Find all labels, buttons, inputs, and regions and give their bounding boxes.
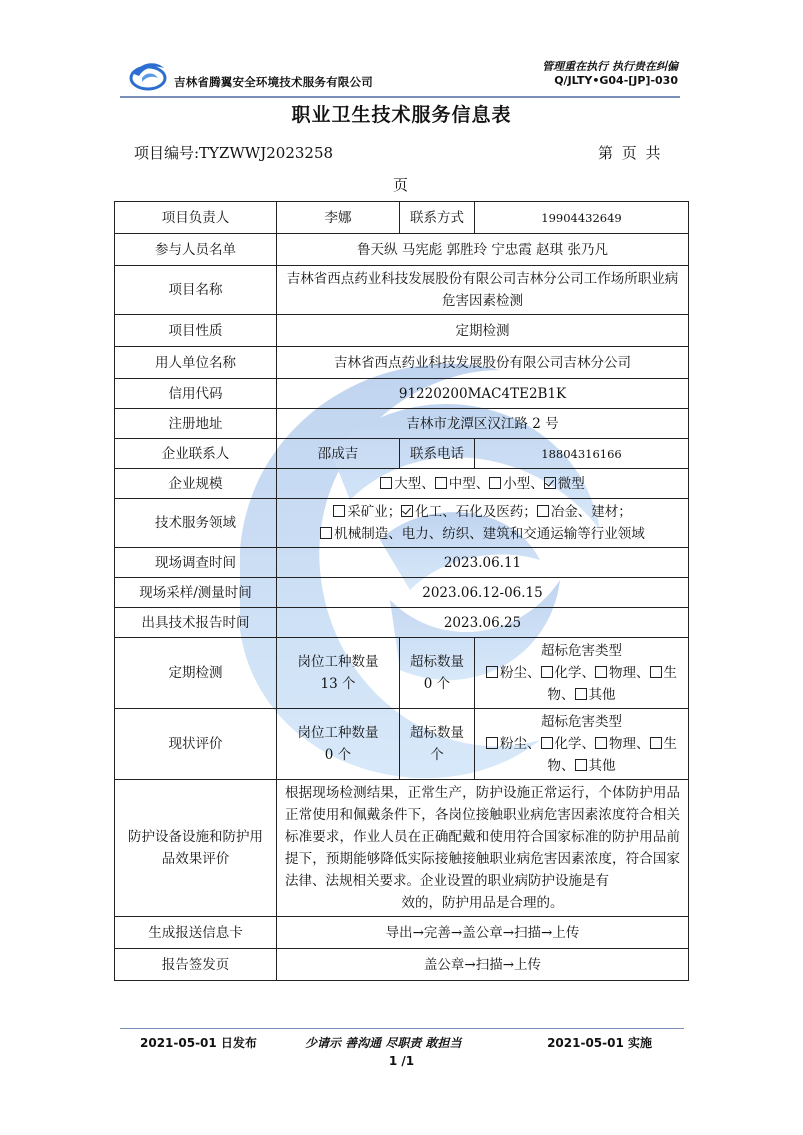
document-code: Q/JLTY•G04-[JP]-030 — [554, 74, 678, 87]
company-logo-icon — [128, 56, 168, 92]
hazard-type-cell — [475, 709, 689, 780]
row-label: 报告签发页 — [115, 949, 277, 981]
row-label: 参与人员名单 — [115, 234, 277, 266]
service-field-line — [283, 523, 682, 545]
table-row — [115, 917, 689, 949]
survey-date-value: 2023.06.11 — [277, 548, 689, 578]
row-label: 企业规模 — [115, 469, 277, 499]
hazard-type-line — [481, 755, 682, 777]
exceed-count-value: 个 — [430, 747, 444, 763]
table-row — [115, 315, 689, 347]
hazard-type-cell — [475, 638, 689, 709]
checkbox-icon — [537, 505, 549, 517]
document-footer — [120, 1034, 684, 1054]
hazard-type-title: 超标危害类型 — [541, 714, 622, 730]
option-label: 物理、 — [609, 665, 650, 681]
table-row — [115, 709, 689, 780]
exceed-count-cell — [400, 638, 475, 709]
participants-value: 鲁天纵 马宪彪 郭胜玲 宁忠霞 赵琪 张乃凡 — [277, 234, 689, 266]
option-label: 物、 — [547, 758, 575, 774]
report-issue-steps: 盖公章→扫描→上传 — [277, 949, 689, 981]
effective-date: 2021-05-01 实施 — [547, 1036, 652, 1050]
checkbox-icon — [595, 666, 607, 678]
project-name-value: 吉林省西点药业科技发展股份有限公司吉林分公司工作场所职业病危害因素检测 — [277, 266, 689, 315]
row-label: 项目性质 — [115, 315, 277, 347]
page-title: 职业卫生技术服务信息表 — [291, 104, 512, 126]
info-table — [114, 201, 689, 981]
project-nature-value: 定期检测 — [277, 315, 689, 347]
option-label: 粉尘、 — [500, 736, 541, 752]
option-label: 物理、 — [609, 736, 650, 752]
checkbox-icon — [486, 666, 498, 678]
footer-motto: 少请示 善沟通 尽职责 敢担当 — [305, 1036, 462, 1050]
page-label: 第 页 共 — [598, 144, 661, 162]
checkbox-icon — [380, 477, 392, 489]
project-number: 项目编号:TYZWWJ2023258 — [134, 144, 334, 162]
row-label: 现状评价 — [115, 709, 277, 780]
exceed-count-label: 超标数量 — [410, 654, 464, 670]
hazard-type-line — [481, 684, 682, 706]
row-label: 项目名称 — [115, 266, 277, 315]
contact-value: 19904432649 — [475, 202, 689, 234]
protection-evaluation-end: 效的，防护用品是合理的。 — [401, 895, 564, 911]
checkbox-icon — [541, 666, 553, 678]
table-row — [115, 548, 689, 578]
checkbox-icon — [595, 737, 607, 749]
post-count-label: 岗位工种数量 — [297, 725, 379, 741]
row-label: 现场调查时间 — [115, 548, 277, 578]
option-label: 中型、 — [448, 475, 490, 492]
document-header — [120, 50, 680, 98]
protection-evaluation-body: 根据现场检测结果，正常生产，防护设施正常运行，个体防护用品正常使用和佩戴条件下，各岗位接触职业病危害因素浓度符合相关标准要求，作业人员在正确配戴和使用符合国家标准的防护用品前提下，预期能够降低实际接触接触职业病危害因素浓度，符合国家法律、法规相关要求。企业设置的职业病防护设施是有 — [285, 785, 680, 889]
checkbox-icon — [333, 505, 345, 517]
option-label: 机械制造、电力、纺织、建筑和交通运输等行业领域 — [334, 526, 645, 542]
option-label: 其他 — [588, 758, 616, 774]
footer-divider — [120, 1028, 684, 1029]
checkbox-icon — [650, 666, 662, 678]
protection-evaluation-text — [277, 780, 689, 917]
table-row — [115, 499, 689, 548]
table-row — [115, 347, 689, 379]
row-label: 出具技术报告时间 — [115, 608, 277, 638]
option-label: 粉尘、 — [500, 665, 541, 681]
option-label: 采矿业； — [347, 504, 402, 520]
post-count-value: 13 个 — [320, 676, 356, 692]
option-label: 物、 — [547, 687, 575, 703]
exceed-count-label: 超标数量 — [410, 725, 464, 741]
project-lead-value: 李娜 — [277, 202, 400, 234]
row-label: 信用代码 — [115, 379, 277, 409]
page-number: 1 /1 — [388, 1054, 415, 1068]
checked-checkbox-icon — [401, 505, 413, 517]
row-label: 联系电话 — [400, 439, 475, 469]
checked-checkbox-icon — [544, 477, 556, 489]
exceed-count-value: 0 个 — [423, 676, 451, 692]
option-label: 生 — [663, 665, 677, 681]
table-row — [115, 202, 689, 234]
scale-options — [277, 469, 689, 499]
row-label: 企业联系人 — [115, 439, 277, 469]
page-label-continued: 页 — [393, 176, 409, 194]
hazard-type-line — [481, 662, 682, 684]
checkbox-icon — [575, 759, 587, 771]
table-row — [115, 638, 689, 709]
phone-value: 18804316166 — [475, 439, 689, 469]
service-field-line — [283, 501, 682, 523]
checkbox-icon — [575, 688, 587, 700]
checkbox-icon — [650, 737, 662, 749]
row-label: 项目负责人 — [115, 202, 277, 234]
table-row — [115, 266, 689, 315]
option-label: 小型、 — [503, 475, 544, 492]
option-label: 化学、 — [554, 736, 595, 752]
table-row — [115, 439, 689, 469]
post-count-cell — [277, 709, 400, 780]
option-label: 化工、石化及医药； — [415, 504, 537, 520]
company-contact-value: 邵成吉 — [277, 439, 400, 469]
checkbox-icon — [489, 477, 501, 489]
option-label: 大型、 — [394, 475, 435, 492]
row-label: 现场采样/测量时间 — [115, 578, 277, 608]
checkbox-icon — [320, 527, 332, 539]
option-label: 冶金、建材； — [550, 504, 632, 520]
table-row — [115, 578, 689, 608]
row-label: 生成报送信息卡 — [115, 917, 277, 949]
header-divider — [120, 96, 680, 98]
address-value: 吉林市龙潭区汉江路 2 号 — [277, 409, 689, 439]
row-label: 联系方式 — [400, 202, 475, 234]
info-card-steps: 导出→完善→盖公章→扫描→上传 — [277, 917, 689, 949]
option-label: 其他 — [588, 687, 616, 703]
table-row — [115, 780, 689, 917]
row-label: 定期检测 — [115, 638, 277, 709]
hazard-type-title: 超标危害类型 — [541, 643, 622, 659]
exceed-count-cell — [400, 709, 475, 780]
company-name: 吉林省腾翼安全环境技术服务有限公司 — [174, 75, 373, 89]
table-row — [115, 409, 689, 439]
row-label: 用人单位名称 — [115, 347, 277, 379]
table-row — [115, 608, 689, 638]
checkbox-icon — [541, 737, 553, 749]
sampling-date-value: 2023.06.12-06.15 — [277, 578, 689, 608]
header-slogan: 管理重在执行 执行贵在纠偏 — [542, 60, 678, 73]
row-label: 防护设备设施和防护用品效果评价 — [115, 780, 277, 917]
row-label: 注册地址 — [115, 409, 277, 439]
report-date-value: 2023.06.25 — [277, 608, 689, 638]
checkbox-icon — [435, 477, 447, 489]
option-label: 生 — [663, 736, 677, 752]
post-count-value: 0 个 — [324, 747, 352, 763]
post-count-label: 岗位工种数量 — [297, 654, 379, 670]
post-count-cell — [277, 638, 400, 709]
table-row — [115, 379, 689, 409]
table-row — [115, 469, 689, 499]
service-field-options — [277, 499, 689, 548]
option-label: 化学、 — [554, 665, 595, 681]
table-row — [115, 949, 689, 981]
checkbox-icon — [486, 737, 498, 749]
option-label: 微型 — [557, 475, 585, 492]
issue-date: 2021-05-01 日发布 — [140, 1036, 257, 1050]
employer-name-value: 吉林省西点药业科技发展股份有限公司吉林分公司 — [277, 347, 689, 379]
table-row — [115, 234, 689, 266]
hazard-type-line — [481, 733, 682, 755]
credit-code-value: 91220200MAC4TE2B1K — [277, 379, 689, 409]
row-label: 技术服务领域 — [115, 499, 277, 548]
